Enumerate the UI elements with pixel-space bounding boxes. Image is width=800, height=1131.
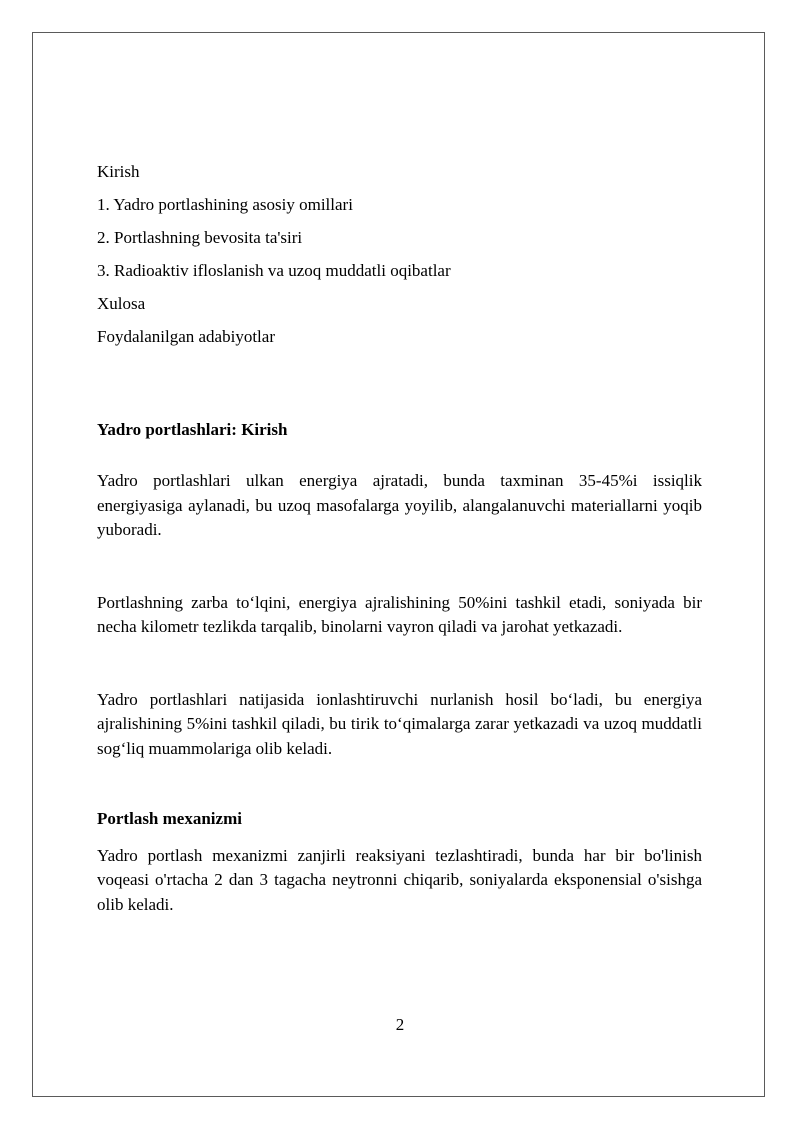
section-heading-introduction: Yadro portlashlari: Kirish bbox=[97, 419, 288, 439]
toc-item-references: Foydalanilgan adabiyotlar bbox=[97, 327, 275, 346]
table-of-contents bbox=[97, 160, 702, 350]
paragraph-shock-wave: Portlashning zarba to‘lqini, energiya ajralishining 50%ini tashkil etadi, soniyada bir necha kilometr tezlikda tarqalib, binolarni vayron qiladi va jarohat yetkazadi. bbox=[97, 592, 702, 636]
paragraph-thermal-energy: Yadro portlashlari ulkan energiya ajratadi, bunda taxminan 35-45%i issiqlik energiyasiga aylanadi, bu uzoq masofalarga yoyilib, alangalanuvchi materiallarni yoqib yuboradi. bbox=[97, 471, 702, 539]
toc-item-conclusion: Xulosa bbox=[97, 294, 146, 313]
section-heading-mechanism: Portlash mexanizmi bbox=[97, 809, 242, 828]
toc-item-1: 1. Yadro portlashining asosiy omillari bbox=[97, 195, 353, 214]
toc-item-3: 3. Radioaktiv ifloslanish va uzoq muddatli oqibatlar bbox=[97, 261, 451, 280]
page-number: 2 bbox=[395, 1015, 405, 1034]
page-content bbox=[97, 160, 702, 917]
toc-item-introduction: Kirish bbox=[97, 162, 140, 181]
paragraph-radiation: Yadro portlashlari natijasida ionlashtiruvchi nurlanish hosil bo‘ladi, bu energiya ajralishining 5%ini tashkil qiladi, bu tirik to‘qimalarga zarar yetkazadi va uzoq muddatli sog‘liq muammolariga olib keladi. bbox=[97, 689, 702, 758]
toc-item-2: 2. Portlashning bevosita ta'siri bbox=[97, 228, 303, 247]
paragraph-chain-reaction: Yadro portlash mexanizmi zanjirli reaksiyani tezlashtiradi, bunda har bir bo'linish voqeasi o'rtacha 2 dan 3 tagacha neytronni chiqarib, soniyalarda eksponensial o'sishga olib keladi. bbox=[97, 845, 702, 914]
